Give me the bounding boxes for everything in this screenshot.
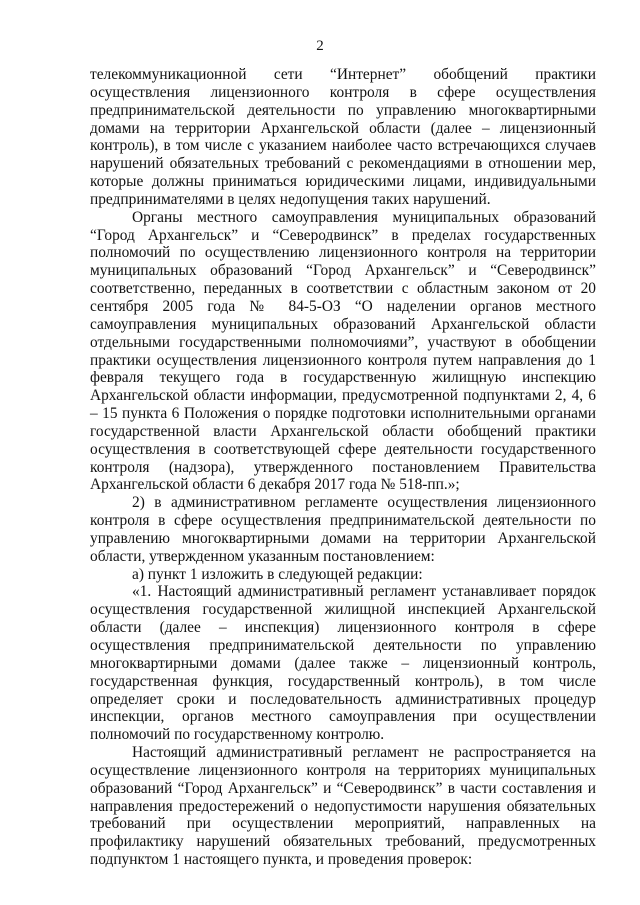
- paragraph-continuation: телекоммуникационной сети “Интернет” обобщений практики осуществления лицензионного контроля в сфере осуществления предпринимательской деятельности по управлению многоквартирными домами на территории Архангельской области (далее – лицензионный контроль), в том числе с указанием наиболее часто встречающихся случаев нарушений обязательных требований с рекомендациями в отношении мер, которые должны приниматься юридическими лицами, индивидуальными предпринимателями в целях недопущения таких нарушений.: [90, 66, 596, 208]
- paragraph-clause-1: «1. Настоящий административный регламент устанавливает порядок осуществления государственной жилищной инспекцией Архангельской области (далее – инспекция) лицензионного контроля в сфере осуществления предпринимательской деятельности по управлению многоквартирными домами (далее также – лицензионный контроль, государственная функция, государственный контроль), в том числе определяет сроки и последовательность административных процедур инспекции, органов местного самоуправления при осуществлении полномочий по государственному контролю.: [90, 583, 596, 744]
- paragraph-item-2: 2) в административном регламенте осуществления лицензионного контроля в сфере осуществления предпринимательской деятельности по управлению многоквартирными домами на территории Архангельской области, утвержденном указанным постановлением:: [90, 494, 596, 565]
- document-body: [90, 66, 596, 869]
- page-number: 2: [316, 38, 324, 54]
- paragraph-subitem-a: а) пункт 1 изложить в следующей редакции:: [132, 565, 423, 583]
- paragraph-regulation-scope: Настоящий административный регламент не распространяется на осуществление лицензионного контроля на территориях муниципальных образований “Город Архангельск” и “Северодвинск” в части составления и направления предостережений о недопустимости нарушения обязательных требований при осуществлении мероприятий, направленных на профилактику нарушений обязательных требований, предусмотренных подпунктом 1 настоящего пункта, и проведения проверок:: [90, 744, 596, 869]
- paragraph-local-authorities: Органы местного самоуправления муниципальных образований “Город Архангельск” и “Северодвинск” в пределах государственных полномочий по осуществлению лицензионного контроля на территории муниципальных образований “Город Архангельск” и “Северодвинск” соответственно, переданных в соответствии с областным законом от 20 сентября 2005 года № 84-5-ОЗ “О наделении органов местного самоуправления муниципальных образований Архангельской области отдельными государственными полномочиями”, участвуют в обобщении практики осуществления лицензионного контроля путем направления до 1 февраля текущего года в государственную жилищную инспекцию Архангельской области информации, предусмотренной подпунктами 2, 4, 6 – 15 пункта 6 Положения о порядке подготовки исполнительными органами государственной власти Архангельской области обобщений практики осуществления в соответствующей сфере деятельности государственного контроля (надзора), утвержденного постановлением Правительства Архангельской области 6 декабря 2017 года № 518-пп.»;: [90, 208, 596, 494]
